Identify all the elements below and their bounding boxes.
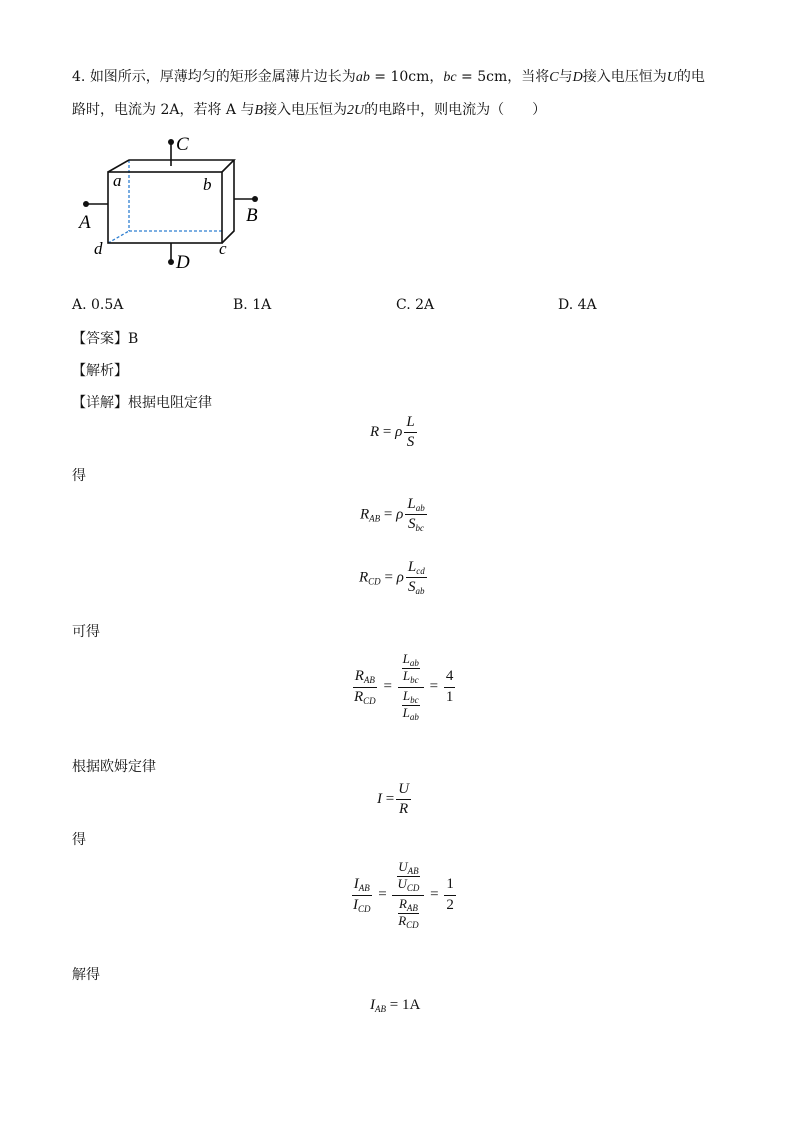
equation-result: $I_{AB} = 1A$ — [370, 997, 421, 1014]
question-line-1: 4. 如图所示，厚薄均匀的矩形金属薄片边长为ab = 10cm，bc = 5cm，当将C与D接入电压恒为U的电 — [72, 69, 705, 85]
equation-current-ratio: $\frac{I_{AB}}{I_{CD}}$ = $\frac{\frac{U_{AB}}{U_{CD}}}{\frac{R_{AB}}{R_{CD}}}$ = $\frac{1}{2}$ — [353, 859, 454, 931]
label-B: B — [246, 205, 258, 226]
equation-ohm-law: I = $\frac{U}{R}$ — [377, 781, 410, 818]
equation-R-AB: $R_{AB} = \rho$ $\frac{L_{ab}}{S_{bc}}$ — [360, 496, 425, 534]
equation-R-CD: $R_{CD} = \rho$ $\frac{L_{cd}}{S_{ab}}$ — [359, 559, 425, 597]
terminal-D — [168, 259, 174, 265]
question-line-2: 路时，电流为 2A，若将 A 与B接入电压恒为2U的电路中，则电流为（ ） — [72, 102, 547, 118]
hidden-edge — [108, 231, 129, 243]
label-a: a — [113, 171, 122, 190]
option-d[interactable]: D. 4A — [558, 297, 597, 313]
side-face — [222, 160, 234, 243]
text-ohm-law: 根据欧姆定律 — [72, 759, 156, 775]
equation-resistance-ratio: $\frac{R_{AB}}{R_{CD}}$ = $\frac{\frac{L_{ab}}{L_{bc}}}{\frac{L_{bc}}{L_{ab}}}$ = $\frac{4}{1}$ — [354, 651, 454, 723]
label-D: D — [176, 252, 190, 273]
answer-label: 【答案】B — [72, 331, 139, 347]
label-c: c — [219, 239, 227, 258]
metal-plate-figure — [72, 130, 282, 275]
text-kede: 可得 — [72, 624, 100, 640]
label-C: C — [176, 134, 189, 155]
equation-resistance-law: R = ρ $\frac{L}{S}$ — [370, 414, 415, 451]
label-d: d — [94, 239, 103, 258]
terminal-A — [83, 201, 89, 207]
text-de-2: 得 — [72, 832, 86, 848]
detail-label: 【详解】根据电阻定律 — [72, 395, 212, 411]
label-A: A — [79, 212, 91, 233]
text-jiede: 解得 — [72, 967, 100, 983]
analysis-label: 【解析】 — [72, 363, 128, 379]
terminal-C — [168, 139, 174, 145]
label-b: b — [203, 175, 212, 194]
terminal-B — [252, 196, 258, 202]
option-a[interactable]: A. 0.5A — [72, 297, 124, 313]
text-de-1: 得 — [72, 468, 86, 484]
question-number: 4. — [72, 69, 86, 85]
option-b[interactable]: B. 1A — [233, 297, 272, 313]
option-c[interactable]: C. 2A — [396, 297, 435, 313]
